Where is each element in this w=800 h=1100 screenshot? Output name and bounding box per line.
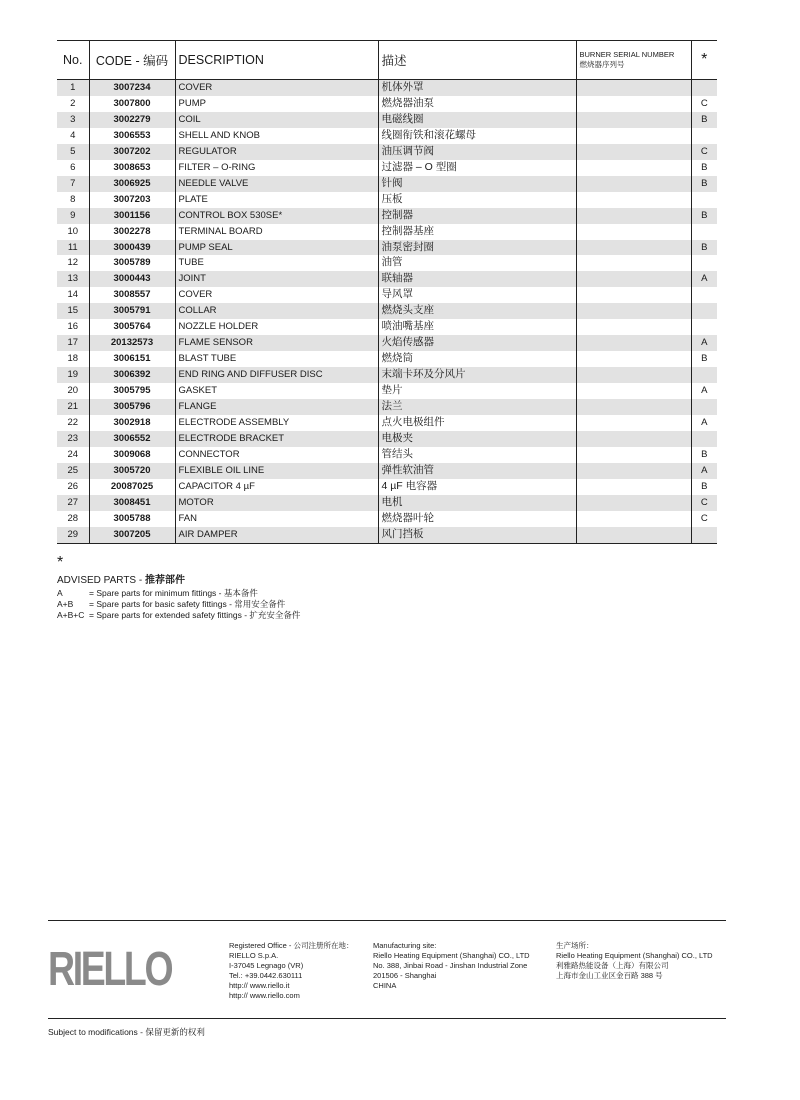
part-description: FLEXIBLE OIL LINE <box>175 463 378 479</box>
table-row <box>57 447 717 463</box>
table-row <box>57 431 717 447</box>
part-number: 26 <box>67 480 79 492</box>
part-description-cn: 控制器 <box>378 208 576 224</box>
advised-class: B <box>691 351 717 367</box>
table-row <box>57 399 717 415</box>
manufacturing-site-block <box>373 941 530 991</box>
subject-to-modifications-note: Subject to modifications - 保留更新的权利 <box>48 1027 205 1037</box>
advised-class: B <box>691 112 717 128</box>
part-description: FLAME SENSOR <box>175 335 378 351</box>
advised-class <box>691 431 717 447</box>
address-line: Tel.: +39.0442.630111 <box>229 971 303 980</box>
part-code: 3008557 <box>89 287 175 303</box>
advised-class: C <box>691 495 717 511</box>
part-description-cn: 4 µF 电容器 <box>378 479 576 495</box>
burner-serial-cell <box>576 303 691 319</box>
part-code: 3007205 <box>89 527 175 543</box>
part-number: 8 <box>70 193 76 205</box>
part-description: TERMINAL BOARD <box>175 224 378 240</box>
legend-text: = Spare parts for basic safety fittings - 常用安全备件 <box>89 599 286 609</box>
part-code: 20087025 <box>89 479 175 495</box>
part-description-cn: 导风罩 <box>378 287 576 303</box>
part-description: CONTROL BOX 530SE* <box>175 208 378 224</box>
part-description-cn: 燃烧器油泵 <box>378 96 576 112</box>
table-row <box>57 511 717 527</box>
part-number: 7 <box>57 176 89 192</box>
advised-class: A <box>691 383 717 399</box>
table-row <box>57 383 717 399</box>
table-row <box>57 208 717 224</box>
part-description: AIR DAMPER <box>175 527 378 543</box>
part-description-cn: 过滤器 – O 型圈 <box>378 160 576 176</box>
address-line: No. 388, Jinbai Road - Jinshan Industrial Zone <box>373 961 528 970</box>
part-description: ELECTRODE BRACKET <box>175 431 378 447</box>
advised-parts-legend <box>57 556 300 621</box>
part-description-cn: 点火电极组件 <box>378 415 576 431</box>
part-description-cn: 控制器基座 <box>378 224 576 240</box>
part-code: 3005796 <box>89 399 175 415</box>
burner-serial-cell <box>576 271 691 287</box>
part-description-cn: 弹性软油管 <box>378 463 576 479</box>
advised-class <box>691 224 717 240</box>
part-number: 24 <box>67 448 79 460</box>
part-description-cn: 电磁线圈 <box>378 112 576 128</box>
advised-class <box>691 367 717 383</box>
legend-title-en: ADVISED PARTS - <box>57 575 145 586</box>
header-serial-cn: 燃烧器序列号 <box>579 60 625 69</box>
table-header-row <box>57 41 717 80</box>
part-description: COVER <box>175 80 378 96</box>
part-number: 9 <box>57 208 89 224</box>
part-description-cn: 电极夹 <box>378 431 576 447</box>
table-row <box>57 176 717 192</box>
table-row <box>57 128 717 144</box>
address-line: Manufacturing site: <box>373 941 437 950</box>
part-code: 3005764 <box>89 319 175 335</box>
advised-class: B <box>691 240 717 256</box>
part-number: 25 <box>57 463 89 479</box>
burner-serial-cell <box>576 240 691 256</box>
advised-class: C <box>691 144 717 160</box>
part-number: 10 <box>67 225 79 237</box>
advised-class: A <box>691 415 717 431</box>
address-line: CHINA <box>373 981 397 990</box>
legend-text: = Spare parts for minimum fittings - 基本备件 <box>89 588 258 598</box>
advised-class: A <box>691 271 717 287</box>
part-description-cn: 油管 <box>378 255 576 271</box>
advised-class: B <box>691 160 717 176</box>
advised-class <box>691 287 717 303</box>
part-description-cn: 燃烧头支座 <box>378 303 576 319</box>
footer-top-divider <box>48 920 726 921</box>
part-description: JOINT <box>175 271 378 287</box>
part-number: 27 <box>57 495 89 511</box>
table-row <box>57 351 717 367</box>
part-description: FLANGE <box>175 399 378 415</box>
header-description: DESCRIPTION <box>175 41 378 80</box>
burner-serial-cell <box>576 383 691 399</box>
part-description: PLATE <box>175 192 378 208</box>
part-description: COLLAR <box>175 303 378 319</box>
part-number: 2 <box>70 97 76 109</box>
part-description-cn: 管结头 <box>378 447 576 463</box>
part-code: 3000443 <box>89 271 175 287</box>
registered-office-block <box>229 941 353 1001</box>
part-number: 4 <box>70 129 76 141</box>
burner-serial-cell <box>576 447 691 463</box>
part-description: ELECTRODE ASSEMBLY <box>175 415 378 431</box>
table-row <box>57 367 717 383</box>
address-line: 201506 - Shanghai <box>373 971 437 980</box>
part-description-cn: 燃烧器叶轮 <box>378 511 576 527</box>
legend-code: A+B+C <box>57 610 85 620</box>
table-row <box>57 160 717 176</box>
legend-code: A <box>57 588 63 598</box>
table-row <box>57 112 717 128</box>
legend-text: = Spare parts for extended safety fittings - 扩充安全备件 <box>89 610 301 620</box>
part-description: NEEDLE VALVE <box>175 176 378 192</box>
part-code: 3005791 <box>89 303 175 319</box>
part-description-cn: 法兰 <box>378 399 576 415</box>
part-code: 3001156 <box>89 208 175 224</box>
burner-serial-cell <box>576 511 691 527</box>
burner-serial-cell <box>576 495 691 511</box>
table-row <box>57 303 717 319</box>
part-code: 3006553 <box>89 128 175 144</box>
part-description-cn: 机体外罩 <box>378 80 576 96</box>
parts-table-body <box>57 80 717 544</box>
advised-class <box>691 399 717 415</box>
table-row <box>57 240 717 256</box>
part-number: 12 <box>67 257 79 269</box>
part-number: 20 <box>67 385 79 397</box>
part-description: COIL <box>175 112 378 128</box>
burner-serial-cell <box>576 208 691 224</box>
part-code: 3006925 <box>89 176 175 192</box>
riello-logo: RIELLO <box>48 943 172 996</box>
part-description: BLAST TUBE <box>175 351 378 367</box>
table-row <box>57 463 717 479</box>
advised-class <box>691 319 717 335</box>
table-row <box>57 192 717 208</box>
part-code: 3007800 <box>89 96 175 112</box>
part-code: 3007203 <box>89 192 175 208</box>
header-advised-star: * <box>691 41 717 80</box>
website-link[interactable]: http:// www.riello.com <box>229 991 300 1000</box>
part-description: NOZZLE HOLDER <box>175 319 378 335</box>
table-row <box>57 415 717 431</box>
table-row <box>57 224 717 240</box>
part-description: GASKET <box>175 383 378 399</box>
legend-item <box>57 588 300 599</box>
part-description: MOTOR <box>175 495 378 511</box>
part-code: 20132573 <box>89 335 175 351</box>
part-code: 3005720 <box>89 463 175 479</box>
header-serial-en: BURNER SERIAL NUMBER <box>579 50 675 59</box>
part-description-cn: 风门挡板 <box>378 527 576 543</box>
legend-title-cn: 推荐部件 <box>144 575 185 586</box>
address-line: Riello Heating Equipment (Shanghai) CO., LTD <box>373 951 530 960</box>
part-code: 3005795 <box>89 383 175 399</box>
part-number: 3 <box>57 112 89 128</box>
part-description: CONNECTOR <box>175 447 378 463</box>
header-code-label: CODE - 编码 <box>95 54 169 68</box>
header-code <box>89 41 175 80</box>
table-row <box>57 255 717 271</box>
address-line: 利雅路热能设备（上海）有限公司 <box>556 961 669 970</box>
part-number: 17 <box>57 335 89 351</box>
part-description-cn: 油压调节阀 <box>378 144 576 160</box>
burner-serial-cell <box>576 287 691 303</box>
part-code: 3006552 <box>89 431 175 447</box>
part-number: 19 <box>57 367 89 383</box>
legend-item <box>57 610 300 621</box>
table-row <box>57 527 717 543</box>
table-row <box>57 96 717 112</box>
advised-class: C <box>691 96 717 112</box>
table-row <box>57 144 717 160</box>
legend-code: A+B <box>57 599 74 609</box>
burner-serial-cell <box>576 431 691 447</box>
part-number: 29 <box>57 527 89 543</box>
advised-class <box>691 128 717 144</box>
burner-serial-cell <box>576 255 691 271</box>
advised-class: B <box>691 447 717 463</box>
part-code: 3002278 <box>89 224 175 240</box>
advised-class: A <box>691 463 717 479</box>
table-row <box>57 80 717 96</box>
address-line: 上海市金山工业区金百路 388 号 <box>556 971 663 980</box>
advised-class <box>691 255 717 271</box>
burner-serial-cell <box>576 479 691 495</box>
part-description: FAN <box>175 511 378 527</box>
burner-serial-cell <box>576 128 691 144</box>
part-number: 13 <box>57 271 89 287</box>
part-number: 22 <box>67 417 79 429</box>
part-number: 5 <box>57 144 89 160</box>
advised-class <box>691 192 717 208</box>
burner-serial-cell <box>576 527 691 543</box>
part-description: FILTER – O-RING <box>175 160 378 176</box>
part-description: SHELL AND KNOB <box>175 128 378 144</box>
advised-class <box>691 303 717 319</box>
burner-serial-cell <box>576 160 691 176</box>
burner-serial-cell <box>576 112 691 128</box>
part-description-cn: 垫片 <box>378 383 576 399</box>
part-description-cn: 压板 <box>378 192 576 208</box>
part-number: 6 <box>70 161 76 173</box>
burner-serial-cell <box>576 144 691 160</box>
burner-serial-cell <box>576 192 691 208</box>
part-description-cn: 火焰传感器 <box>378 335 576 351</box>
advised-class: A <box>691 335 717 351</box>
part-number: 15 <box>57 303 89 319</box>
burner-serial-cell <box>576 335 691 351</box>
part-code: 3008653 <box>89 160 175 176</box>
part-code: 3002279 <box>89 112 175 128</box>
advised-class: B <box>691 479 717 495</box>
part-number: 1 <box>57 80 89 96</box>
burner-serial-cell <box>576 367 691 383</box>
table-row <box>57 495 717 511</box>
table-row <box>57 479 717 495</box>
legend-title <box>57 571 300 586</box>
header-chinese-description: 描述 <box>378 41 576 80</box>
table-row <box>57 335 717 351</box>
burner-serial-cell <box>576 96 691 112</box>
header-serial-number <box>576 41 691 80</box>
part-number: 28 <box>67 512 79 524</box>
part-description-cn: 油泵密封圈 <box>378 240 576 256</box>
legend-star: * <box>57 554 64 571</box>
part-description: COVER <box>175 287 378 303</box>
burner-serial-cell <box>576 80 691 96</box>
part-description-cn: 联轴器 <box>378 271 576 287</box>
part-code: 3009068 <box>89 447 175 463</box>
part-description-cn: 电机 <box>378 495 576 511</box>
part-number: 23 <box>57 431 89 447</box>
part-number: 21 <box>57 399 89 415</box>
part-description-cn: 末端卡环及分风片 <box>378 367 576 383</box>
part-description: REGULATOR <box>175 144 378 160</box>
part-description: PUMP <box>175 96 378 112</box>
advised-class: B <box>691 208 717 224</box>
address-line: I-37045 Legnago (VR) <box>229 961 304 970</box>
part-number: 18 <box>67 353 79 365</box>
burner-serial-cell <box>576 399 691 415</box>
table-row <box>57 319 717 335</box>
part-code: 3008451 <box>89 495 175 511</box>
burner-serial-cell <box>576 351 691 367</box>
part-code: 3005789 <box>89 255 175 271</box>
address-line: Riello Heating Equipment (Shanghai) CO., LTD <box>556 951 713 960</box>
part-description-cn: 燃烧筒 <box>378 351 576 367</box>
burner-serial-cell <box>576 415 691 431</box>
burner-serial-cell <box>576 224 691 240</box>
advised-class: B <box>691 176 717 192</box>
advised-class <box>691 527 717 543</box>
part-code: 3006151 <box>89 351 175 367</box>
part-number: 11 <box>57 240 89 256</box>
legend-item <box>57 599 300 610</box>
burner-serial-cell <box>576 319 691 335</box>
burner-serial-cell <box>576 176 691 192</box>
address-line: 生产场所： <box>556 941 594 950</box>
part-code: 3007234 <box>89 80 175 96</box>
footer-bottom-divider <box>48 1018 726 1019</box>
part-code: 3002918 <box>89 415 175 431</box>
part-description: PUMP SEAL <box>175 240 378 256</box>
table-row <box>57 287 717 303</box>
website-link[interactable]: http:// www.riello.it <box>229 981 290 990</box>
part-description: CAPACITOR 4 µF <box>175 479 378 495</box>
address-line: Registered Office - 公司注册所在地： <box>229 941 354 950</box>
part-code: 3000439 <box>89 240 175 256</box>
part-number: 14 <box>67 289 79 301</box>
header-no: No. <box>57 41 89 80</box>
part-number: 16 <box>67 321 79 333</box>
part-code: 3005788 <box>89 511 175 527</box>
spare-parts-table <box>57 40 717 544</box>
table-row <box>57 271 717 287</box>
part-code: 3006392 <box>89 367 175 383</box>
part-description-cn: 喷油嘴基座 <box>378 319 576 335</box>
part-description-cn: 针阀 <box>378 176 576 192</box>
advised-class: C <box>691 511 717 527</box>
part-description: TUBE <box>175 255 378 271</box>
address-line: RIELLO S.p.A. <box>229 951 279 960</box>
advised-class <box>691 80 717 96</box>
part-description: END RING AND DIFFUSER DISC <box>175 367 378 383</box>
burner-serial-cell <box>576 463 691 479</box>
production-site-cn-block <box>556 941 713 981</box>
part-code: 3007202 <box>89 144 175 160</box>
part-description-cn: 线圈衔铁和滚花螺母 <box>378 128 576 144</box>
